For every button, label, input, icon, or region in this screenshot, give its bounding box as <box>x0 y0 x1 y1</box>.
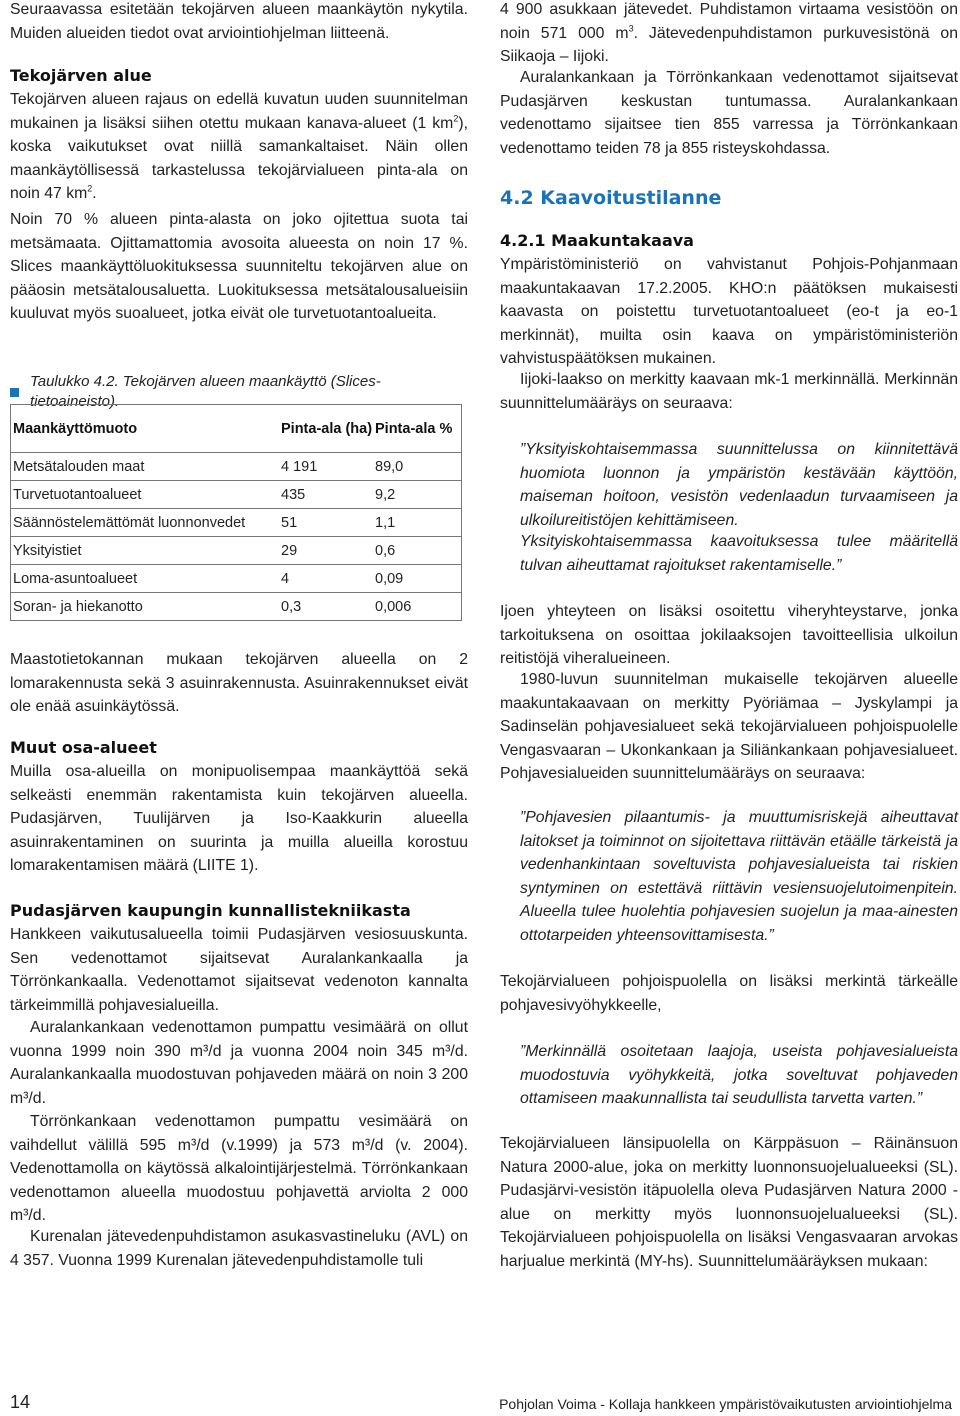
table-cell: 1,1 <box>375 509 462 537</box>
paragraph-tekojarvi-1: Tekojärven alueen rajaus on edellä kuvatun uuden suunnitelman mukainen ja lisäksi siihen otettu mukaan kanava-alueet (1 $km^2$), koska vaikutukset ovat niillä samankaltaiset. Näin ollen maankäytöllisessä tarkastelussa tekojärvialueen pinta-ala on noin 47 $km^2$. <box>10 91 468 202</box>
paragraph-maastotieto: Maastotietokannan mukaan tekojärven alueella on 2 lomarakennusta sekä 3 asuinrakennusta. Asuinrakennukset eivät ole enää asuinkäytössä. <box>10 651 468 715</box>
intro-paragraph: Seuraavassa esitetään tekojärven alueen maankäytön nykytila. Muiden alueiden tiedot ovat arviointiohjelman liitteenä. <box>10 1 468 42</box>
table-cell: 0,09 <box>375 565 462 593</box>
paragraph-continued: 4 900 asukkaan jätevedet. Puhdistamon virtaama vesistöön on noin 571 000 $m^3$. Jätevedenpuhdistamon purkuvesistönä on Siikaoja – Iijoki. <box>500 1 958 65</box>
table-header-cell: Pinta-ala % <box>375 405 462 453</box>
table-cell: 4 191 <box>281 453 375 481</box>
table-cell: 0,6 <box>375 537 462 565</box>
footer-title: Pohjolan Voima - Kollaja hankkeen ympäristövaikutusten arviointiohjelma <box>499 1396 952 1412</box>
table-cell: 0,3 <box>281 593 375 621</box>
paragraph-maakuntakaava-2: Iijoki-laakso on merkitty kaavaan mk-1 merkinnällä. Merkinnän suunnittelumääräys on seuraava: <box>500 371 958 412</box>
table-cell: 9,2 <box>375 481 462 509</box>
caption-square-icon <box>10 388 19 397</box>
superscript-two-b: 2 <box>87 183 93 194</box>
table-row <box>11 593 462 621</box>
table-cell: 4 <box>281 565 375 593</box>
table-row <box>11 509 462 537</box>
table-cell: 89,0 <box>375 453 462 481</box>
table-cell: 29 <box>281 537 375 565</box>
paragraph-lansipuoli: Tekojärvialueen länsipuolella on Kärppäsuon – Räinänsuon Natura 2000-alue, joka on merkitty luonnonsuojelualueeksi (SL). Pudasjärvi-vesistön itäpuolella oleva Pudasjärven Natura 2000 -alue on merkitty myös luonnonsuojelualueeksi (SL). Tekojärvialueen pohjoispuolella on lisäksi Vengasvaaran arvokas harjualue merkintä (MY-hs). Suunnittelumääräyksen mukaan: <box>500 1135 958 1270</box>
table-header-cell: Pinta-ala (ha) <box>281 405 375 453</box>
table-cell: Yksityistiet <box>11 537 282 565</box>
paragraph-1980: 1980-luvun suunnitelman mukaiselle tekojärven alueelle maakuntakaavaan on merkitty Pyöriämaa – Jyskylampi ja Sadinselän pohjavesialueet sekä tekojärvialueen pohjoispuolelle Vengasvaaran – Ukonkankaan ja Siliänkankaan pohjavesialueet. Pohjavesialueiden suunnittelumääräys on seuraava: <box>500 671 958 782</box>
table-caption: Taulukko 4.2. Tekojärven alueen maankäyttö (Slices-tietoaineisto). <box>10 372 468 412</box>
heading-muut: Muut osa-alueet <box>10 738 157 757</box>
heading-maakuntakaava: 4.2.1 Maakuntakaava <box>500 231 694 250</box>
table-cell: 51 <box>281 509 375 537</box>
paragraph-auralankangas: Auralankankaan ja Törrönkankaan vedenottamot sijaitsevat Pudasjärven keskustan tuntumassa. Auralankankaan vedenottamo sijaitsee tien 855 varressa ja Törrönkankaan vedenottamo teiden 78 ja 855 risteyskohdassa. <box>500 69 958 157</box>
table-header-cell: Maankäyttömuoto <box>11 405 282 453</box>
table-row <box>11 537 462 565</box>
table-cell: 0,006 <box>375 593 462 621</box>
page-number: 14 <box>10 1392 31 1412</box>
table-row <box>11 565 462 593</box>
table-cell: Turvetuotantoalueet <box>11 481 282 509</box>
paragraph-tekniikka-4: Kurenalan jätevedenpuhdistamon asukasvastineluku (AVL) on 4 357. Vuonna 1999 Kurenalan jätevedenpuhdistamolle tuli <box>10 1228 468 1269</box>
table-cell: Soran- ja hiekanotto <box>11 593 282 621</box>
paragraph-tekniikka-2: Auralankankaan vedenottamon pumpattu vesimäärä on ollut vuonna 1999 noin 390 m³/d ja vuonna 2004 noin 345 m³/d. Auralankankaalla muodostuvan pohjaveden määrä on noin 3 200 m³/d. <box>10 1019 468 1107</box>
heading-kaavoitustilanne: 4.2 Kaavoitustilanne <box>500 187 722 209</box>
quote-pohjavedet: ”Pohjavesien pilaantumis- ja muuttumisriskejä aiheuttavat laitokset ja toiminnot on sijoitettava riittävän etäälle tärkeistä ja vedenhankintaan soveltuvista pohjavesialueista tai riskien syntyminen on estettävä riittävin vesiensuojelutoimenpitein. Alueella tulee huolehtia pohjavesien suojelun ja maa-ainesten ottotarpeiden yhteensovittamisesta.” <box>520 809 958 944</box>
paragraph-muut: Muilla osa-alueilla on monipuolisempaa maankäyttöä sekä selkeästi enemmän rakentamista kuin tekojärven alueella. Pudasjärven, Tuulijärven ja Iso-Kaakkurin alueella asuinrakentaminen on suurinta ja muilla alueilla korostuu lomarakentamisen määrä (LIITE 1). <box>10 763 468 874</box>
paragraph-ijoen: Ijoen yhteyteen on lisäksi osoitettu viheryhteystarve, jonka tarkoituksena on osoittaa jokilaaksojen tavoitteellisia ulkoilun reitistöjä viheralueineen. <box>500 603 958 667</box>
paragraph-maakuntakaava-1: Ympäristöministeriö on vahvistanut Pohjois-Pohjanmaan maakuntakaavan 17.2.2005. KHO:n päätöksen mukaisesti kaavasta on poistettu turvetuotantoalueet (eo-t ja eo-1 merkinnät), muilta osin kaava on ympäristöministeriön vahvistuspäätöksen mukainen. <box>500 256 958 367</box>
superscript-two: 2 <box>453 113 459 124</box>
table-cell: 435 <box>281 481 375 509</box>
paragraph-tekniikka-1: Hankkeen vaikutusalueella toimii Pudasjärven vesiosuuskunta. Sen vedenottamot sijaitsevat Auralankankaalla ja Törrönkankaalla. Vedenottamot sijaitsevat vedenoton kannalta tärkeimmillä pohjavesialueilla. <box>10 926 468 1014</box>
quote-vyohyke: ”Merkinnällä osoitetaan laajoja, useista pohjavesialueista muodostuvia vyöhykkeitä, jotka soveltuvat pohjaveden ottamiseen maakunnallista tai seudullista tarvetta varten.” <box>520 1043 958 1107</box>
table-row <box>11 481 462 509</box>
paragraph-tekniikka-3: Törrönkankaan vedenottamon pumpattu vesimäärä on vaihdellut välillä 595 m³/d (v.1999) ja 573 m³/d (v. 2004). Vedenottamolla on käytössä alkalointijärjestelmä. Törrönkankaan vedenottamon alueella muodostuu pohjavettä arviolta 2 000 m³/d. <box>10 1113 468 1224</box>
table-row <box>11 453 462 481</box>
heading-tekojarvi: Tekojärven alue <box>10 66 152 85</box>
table-header-row <box>11 405 462 453</box>
table-cell: Loma-asuntoalueet <box>11 565 282 593</box>
quote-iijoki-tulva: Yksityiskohtaisemmassa kaavoituksessa tulee määritellä tulvan aiheuttamat rajoitukset rakentamiselle.” <box>520 533 958 574</box>
table-cell: Säännöstelemättömät luonnonvedet <box>11 509 282 537</box>
heading-tekniikka: Pudasjärven kaupungin kunnallistekniikasta <box>10 901 411 920</box>
superscript-three: 3 <box>628 23 634 34</box>
land-use-table <box>10 404 462 621</box>
paragraph-tekojarvi-2: Noin 70 % alueen pinta-alasta on joko ojitettua suota tai metsämaata. Ojittamattomia avosoita alueesta on noin 17 %. Slices maankäyttöluokituksessa suunniteltu tekojärven alue on pääosin metsätalousaluetta. Luokituksessa metsätalousalueisiin kuuluvat myös suoalueet, jotka eivät ole turvetuotantoalueita. <box>10 211 468 322</box>
paragraph-pohjoispuoli: Tekojärvialueen pohjoispuolella on lisäksi merkintä tärkeälle pohjavesivyöhykkeelle, <box>500 973 958 1014</box>
quote-iijoki: ”Yksityiskohtaisemmassa suunnittelussa on kiinnitettävä huomiota luonnon ja ympäristön kestävään käyttöön, maiseman hoitoon, vesistön vedenlaadun turvaamiseen ja ulkoilureitistöjen kehittämiseen. <box>520 441 958 529</box>
table-cell: Metsätalouden maat <box>11 453 282 481</box>
